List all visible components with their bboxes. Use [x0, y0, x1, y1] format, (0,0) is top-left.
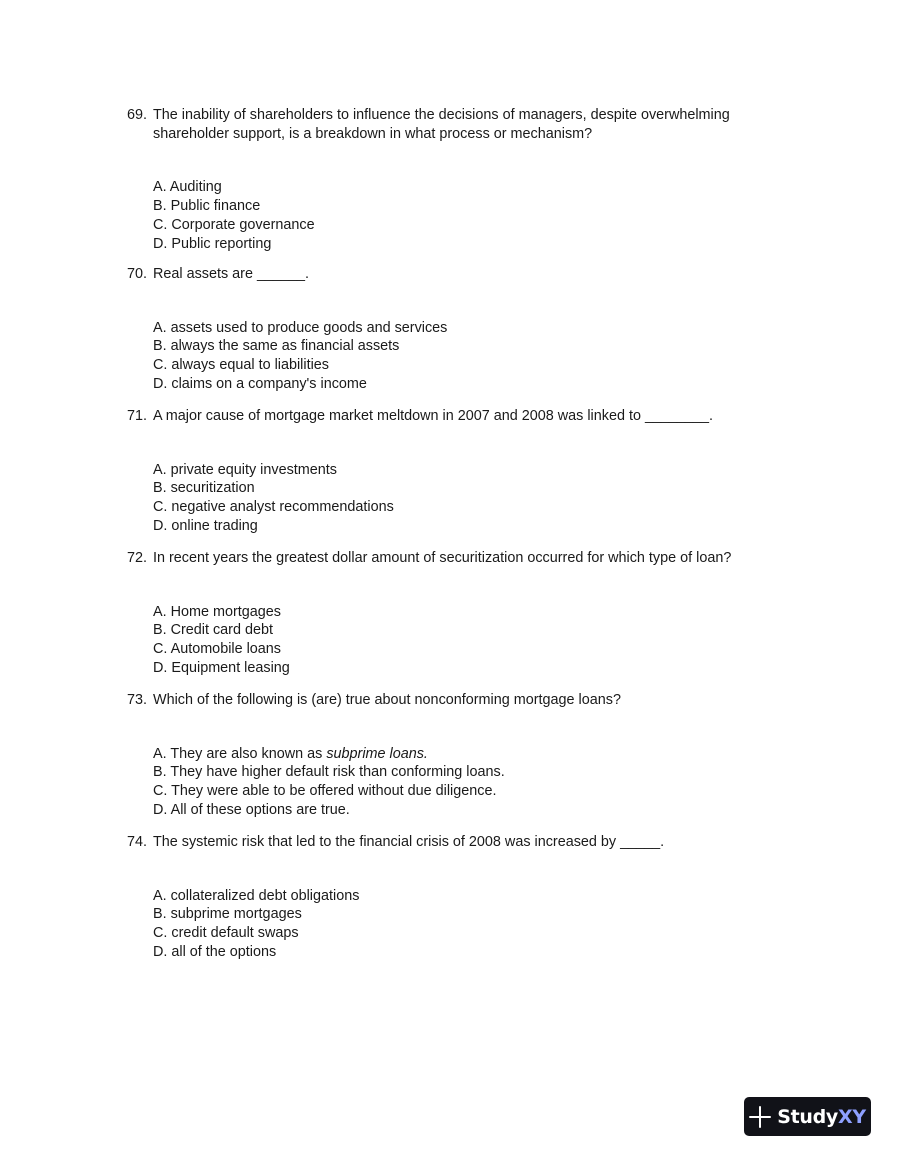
answer-options — [127, 461, 767, 536]
question-number: 70. — [127, 266, 148, 282]
option-d: D. Equipment leasing — [153, 659, 290, 676]
option-d: D. all of the options — [153, 943, 277, 960]
option-a: A. assets used to produce goods and services — [153, 319, 448, 336]
option-b: B. always the same as financial assets — [153, 338, 400, 355]
question-number: 71. — [127, 408, 148, 424]
answer-options — [127, 745, 767, 820]
option-b: B. securitization — [153, 480, 255, 497]
option-c: C. They were able to be offered without due diligence. — [153, 783, 497, 800]
plus-icon — [749, 1106, 771, 1128]
question-text: The inability of shareholders to influence the decisions of managers, despite overwhelming shareholder support, is a breakdown in what process or mechanism? — [153, 107, 730, 142]
question-74 — [127, 833, 767, 962]
option-a: A. private equity investments — [153, 461, 337, 478]
answer-options — [127, 603, 767, 678]
option-a-text: A. They are also known as — [153, 745, 327, 762]
option-c: C. Corporate governance — [153, 216, 315, 233]
question-72 — [127, 549, 767, 678]
option-c: C. credit default swaps — [153, 925, 299, 942]
option-b: B. subprime mortgages — [153, 906, 302, 923]
question-text: In recent years the greatest dollar amount of securitization occurred for which type of loan? — [153, 550, 732, 566]
brand-name — [777, 1106, 866, 1128]
option-a: A. Home mortgages — [153, 603, 281, 620]
question-number: 73. — [127, 692, 148, 708]
option-c: C. Automobile loans — [153, 641, 281, 658]
option-a: A. collateralized debt obligations — [153, 887, 360, 904]
question-71 — [127, 407, 767, 536]
question-number: 72. — [127, 550, 148, 566]
answer-options — [127, 887, 767, 962]
question-text: Real assets are ______. — [153, 266, 309, 282]
answer-options — [127, 319, 767, 394]
option-c: C. always equal to liabilities — [153, 357, 329, 374]
question-70 — [127, 265, 767, 394]
question-69 — [127, 106, 767, 253]
option-d: D. claims on a company's income — [153, 375, 367, 392]
option-b: B. They have higher default risk than conforming loans. — [153, 764, 505, 781]
brand-name-part2: XY — [837, 1105, 866, 1128]
answer-options — [127, 178, 767, 253]
question-text: A major cause of mortgage market meltdown in 2007 and 2008 was linked to ________. — [153, 408, 713, 424]
studyxy-logo-badge[interactable] — [744, 1097, 871, 1136]
option-d: D. online trading — [153, 517, 258, 534]
brand-name-part1: Study — [777, 1105, 838, 1128]
option-a — [153, 745, 767, 764]
option-a: A. Auditing — [153, 179, 222, 196]
option-b: B. Credit card debt — [153, 622, 273, 639]
option-d: D. All of these options are true. — [153, 801, 350, 818]
question-text: The systemic risk that led to the financial crisis of 2008 was increased by _____. — [153, 834, 665, 850]
question-number: 74. — [127, 834, 148, 850]
option-c: C. negative analyst recommendations — [153, 499, 394, 516]
option-a-italic: subprime loans. — [326, 745, 428, 762]
option-b: B. Public finance — [153, 198, 261, 215]
question-73 — [127, 691, 767, 820]
question-number: 69. — [127, 107, 148, 123]
question-text: Which of the following is (are) true about nonconforming mortgage loans? — [153, 692, 621, 708]
option-d: D. Public reporting — [153, 235, 272, 252]
